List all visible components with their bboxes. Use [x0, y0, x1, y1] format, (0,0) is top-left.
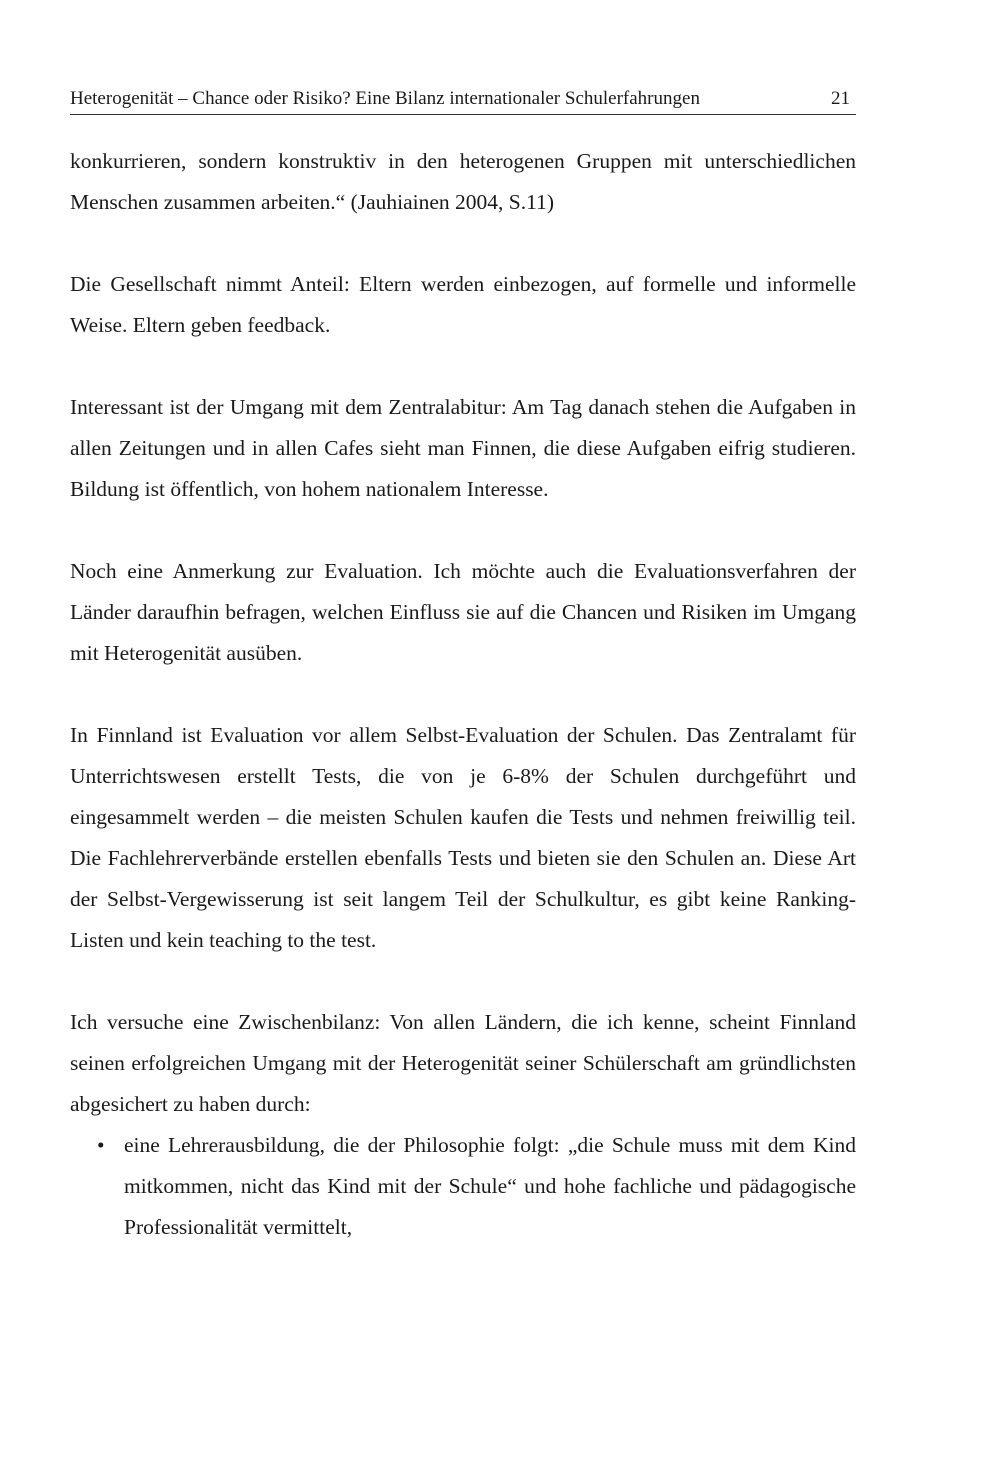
running-header — [70, 84, 856, 115]
paragraph: Ich versuche eine Zwischenbilanz: Von allen Ländern, die ich kenne, scheint Finnland seinen erfolgreichen Umgang mit der Heterogenität seiner Schülerschaft am gründlichsten abgesichert zu haben durch: — [70, 1010, 856, 1116]
body-text — [70, 141, 856, 1248]
paragraph: Die Gesellschaft nimmt Anteil: Eltern werden einbezogen, auf formelle und informelle Weise. Eltern geben feedback. — [70, 272, 856, 337]
paragraph: In Finnland ist Evaluation vor allem Selbst-Evaluation der Schulen. Das Zentralamt für Unterrichtswesen erstellt Tests, die von je 6-8% der Schulen durchgeführt und eingesammelt werden – die meisten Schulen kaufen die Tests und nehmen freiwillig teil. Die Fachlehrerverbände erstellen ebenfalls Tests und bieten sie den Schulen an. Diese Art der Selbst-Vergewisserung ist seit langem Teil der Schulkultur, es gibt keine Ranking-Listen und kein teaching to the test. — [70, 723, 856, 952]
bullet-icon: • — [97, 1133, 105, 1157]
page-number: 21 — [831, 88, 850, 109]
paragraph: Noch eine Anmerkung zur Evaluation. Ich möchte auch die Evaluationsverfahren der Länder daraufhin befragen, welchen Einfluss sie auf die Chancen und Risiken im Umgang mit Heterogenität ausüben. — [70, 559, 856, 665]
bullet-item — [70, 1125, 856, 1248]
bullet-list — [70, 1125, 856, 1248]
header-title: Heterogenität – Chance oder Risiko? Eine Bilanz internationaler Schulerfahrungen — [70, 88, 700, 109]
paragraph: konkurrieren, sondern konstruktiv in den heterogenen Gruppen mit unterschiedlichen Menschen zusammen arbeiten.“ (Jauhiainen 2004, S.11) — [70, 149, 856, 214]
bullet-text: eine Lehrerausbildung, die der Philosophie folgt: „die Schule muss mit dem Kind mitkommen, nicht das Kind mit der Schule“ und hohe fachliche und pädagogische Professionalität vermittelt, — [124, 1133, 856, 1239]
paragraph: Interessant ist der Umgang mit dem Zentralabitur: Am Tag danach stehen die Aufgaben in allen Zeitungen und in allen Cafes sieht man Finnen, die diese Aufgaben eifrig studieren. Bildung ist öffentlich, von hohem nationalem Interesse. — [70, 395, 856, 501]
